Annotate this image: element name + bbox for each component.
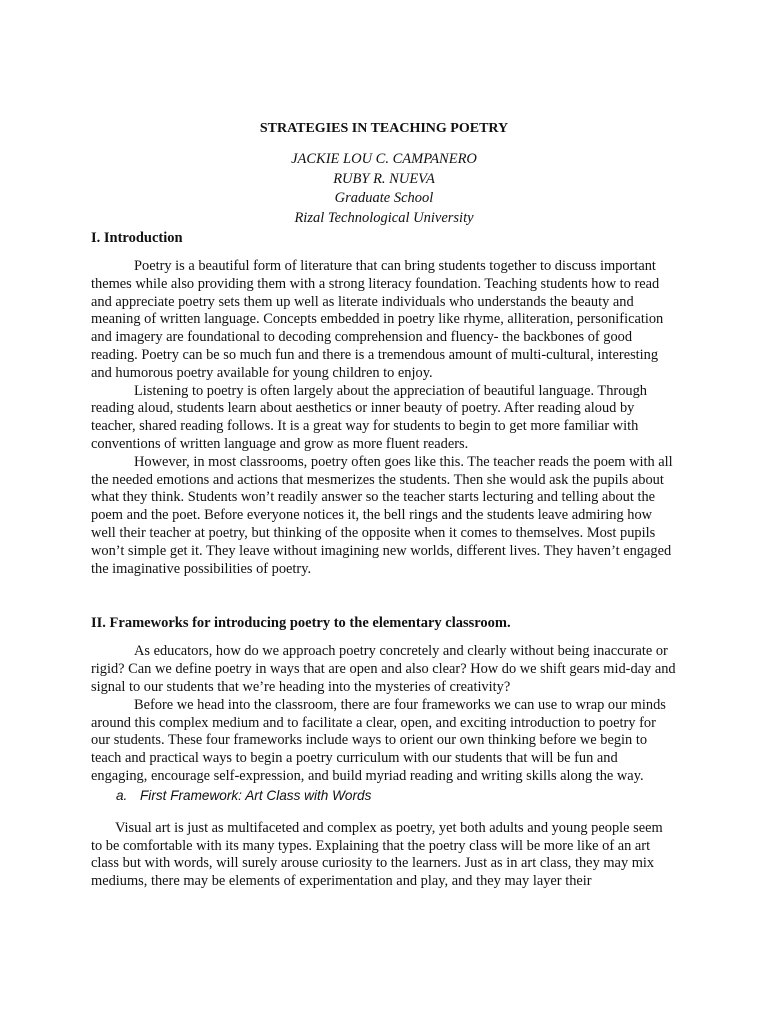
author-name: JACKIE LOU C. CAMPANERO [291,151,477,167]
paragraph: However, in most classrooms, poetry often goes like this. The teacher reads the poem with all the needed emotions and actions that mesmerizes the students. Then she would ask the pupils about what they think. Students won’t readily answer so the teacher starts lecturing and telling about the poem and the poet. Before everyone notices it, the bell rings and the students leave admiring how well their teacher at poetry, but thinking of the opposite when it comes to themselves. Most pupils won’t simple get it. They leave without imagining new worlds, different lives. They haven’t engaged the imaginative possibilities of poetry. [91,453,673,577]
section-heading-introduction: I. Introduction [91,230,183,246]
affiliation-university: Rizal Technological University [294,209,474,226]
author-block [91,150,677,228]
paper-page [91,120,677,891]
section-heading-frameworks: II. Frameworks for introducing poetry to the elementary classroom. [91,615,511,632]
paragraph: Visual art is just as multifaceted and complex as poetry, yet both adults and young people seem to be comfortable with its many types. Explaining that the poetry class will be more like of an art class but with words, will surely arouse curiosity to the learners. Just as in art class, they may mix mediums, there may be elements of experimentation and play, and they may layer their [91,819,663,890]
paragraph: Listening to poetry is often largely about the appreciation of beautiful language. Through reading aloud, students learn about aesthetics or inner beauty of poetry. After reading aloud by teacher, shared reading follows. It is a great way for students to begin to get more familiar with conventions of written language and grow as more fluent readers. [91,382,647,452]
paragraph: Poetry is a beautiful form of literature that can bring students together to discuss important themes while also providing them with a strong literacy foundation. Teaching students how to read and appreciate poetry sets them up well as literate individuals who understands the beauty and meaning of written language. Concepts embedded in poetry like rhyme, alliteration, personification and imagery are foundational to decoding comprehension and fluency- the backbones of good reading. Poetry can be so much fun and there is a tremendous amount of multi-cultural, interesting and humorous poetry available for young children to enjoy. [91,258,664,381]
author-name: RUBY R. NUEVA [333,170,435,187]
paragraph: As educators, how do we approach poetry concretely and clearly without being inaccurate or rigid? Can we define poetry in ways that are open and also clear? How do we shift gears mid-day and signal to our students that we’re heading into the mysteries of creativity? [91,643,676,695]
affiliation-school: Graduate School [334,190,434,206]
framework-label: First Framework: Art Class with Words [140,787,372,803]
paragraph: Before we head into the classroom, there are four frameworks we can use to wrap our minds around this complex medium and to facilitate a clear, open, and exciting introduction to poetry for our students. These four frameworks include ways to orient our own thinking before we begin to teach and practical ways to begin a poetry curriculum with our students that will be fun and engaging, encourage self-expression, and build myriad reading and writing skills along the way. [91,696,666,784]
paper-title: STRATEGIES IN TEACHING POETRY [259,121,509,136]
list-marker: a. [116,787,128,803]
framework-list-item [91,787,677,805]
